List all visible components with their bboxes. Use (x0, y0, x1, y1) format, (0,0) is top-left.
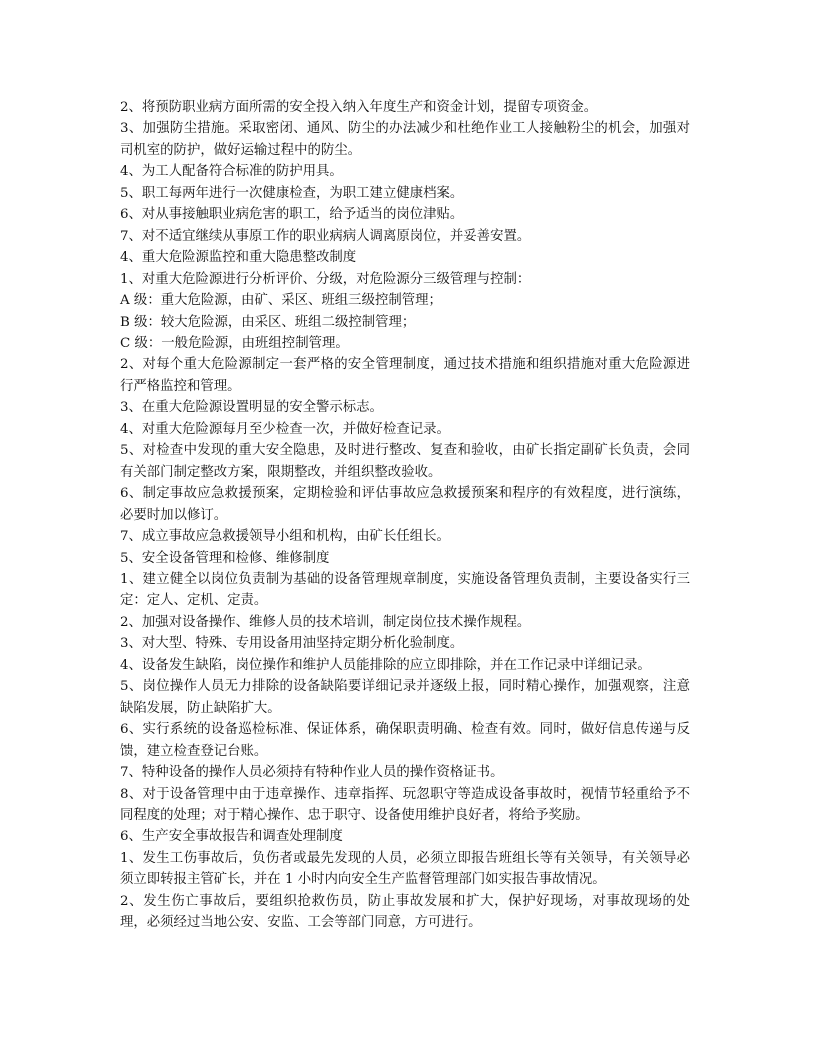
list-item: 4、设备发生缺陷，岗位操作和维护人员能排除的应立即排除，并在工作记录中详细记录。 (120, 657, 651, 673)
list-item: 5、职工每两年进行一次健康检查，为职工建立健康档案。 (120, 185, 464, 201)
list-item: 6、实行系统的设备巡检标准、保证体系，确保职责明确、检查有效。同时，做好信息传递与反馈，建立检查登记台账。 (120, 722, 690, 759)
list-item: 1、对重大危险源进行分析评价、分级，对危险源分三级管理与控制： (120, 271, 531, 287)
list-item: 5、对检查中发现的重大安全隐患，及时进行整改、复查和验收，由矿长指定副矿长负责，会同有关部门制定整改方案，限期整改，并组织整改验收。 (120, 443, 690, 480)
list-item: 2、发生伤亡事故后，要组织抢救伤员，防止事故发展和扩大，保护好现场，对事故现场的处理，必须经过当地公安、安监、工会等部门同意，方可进行。 (120, 893, 690, 931)
list-item: 3、在重大危险源设置明显的安全警示标志。 (120, 400, 383, 416)
list-item: 3、对大型、特殊、专用设备用油坚持定期分析化验制度。 (120, 636, 464, 652)
list-item: 3、加强防尘措施。采取密闭、通风、防尘的办法减少和杜绝作业工人接触粉尘的机会，加强对司机室的防护，做好运输过程中的防尘。 (120, 121, 690, 158)
list-item: 6、对从事接触职业病危害的职工，给予适当的岗位津贴。 (120, 207, 464, 223)
list-item: 2、对每个重大危险源制定一套严格的安全管理制度，通过技术措施和组织措施对重大危险源进行严格监控和管理。 (120, 357, 690, 394)
list-item: 8、对于设备管理中由于违章操作、违章指挥、玩忽职守等造成设备事故时，视情节轻重给予不同程度的处理；对于精心操作、忠于职守、设备使用维护良好者，将给予奖励。 (120, 786, 690, 823)
section-heading: 4、重大危险源监控和重大隐患整改制度 (120, 250, 357, 266)
list-item: A 级：重大危险源，由矿、采区、班组三级控制管理； (120, 293, 442, 309)
list-item: 7、对不适宜继续从事原工作的职业病病人调离原岗位，并妥善安置。 (120, 228, 531, 244)
section-heading: 5、安全设备管理和检修、维修制度 (120, 550, 330, 566)
list-item: 2、加强对设备操作、维修人员的技术培训，制定岗位技术操作规程。 (120, 614, 531, 630)
list-item: 2、将预防职业病方面所需的安全投入纳入年度生产和资金计划，提留专项资金。 (120, 100, 598, 115)
list-item: C 级：一般危险源，由班组控制管理。 (120, 335, 349, 351)
list-item: 7、特种设备的操作人员必须持有特种作业人员的操作资格证书。 (120, 765, 504, 781)
document-page (120, 97, 690, 934)
list-item: 1、发生工伤事故后，负伤者或最先发现的人员，必须立即报告班组长等有关领导，有关领导必须立即转报主管矿长，并在 1 小时内向安全生产监督管理部门如实报告事故情况。 (120, 850, 690, 888)
list-item: 5、岗位操作人员无力排除的设备缺陷要详细记录并逐级上报，同时精心操作，加强观察，注意缺陷发展，防止缺陷扩大。 (120, 679, 690, 716)
list-item: 7、成立事故应急救援领导小组和机构，由矿长任组长。 (120, 529, 450, 545)
section-heading: 6、生产安全事故报告和调查处理制度 (120, 829, 343, 845)
list-item: 6、制定事故应急救援预案，定期检验和评估事故应急救援预案和程序的有效程度，进行演练，必要时加以修订。 (120, 486, 690, 523)
list-item: 4、对重大危险源每月至少检查一次，并做好检查记录。 (120, 421, 450, 437)
list-item: 1、建立健全以岗位负责制为基础的设备管理规章制度，实施设备管理负责制，主要设备实行三定：定人、定机、定责。 (120, 571, 690, 609)
list-item: B 级：较大危险源，由采区、班组二级控制管理； (120, 314, 416, 330)
list-item: 4、为工人配备符合标准的防护用具。 (120, 164, 343, 180)
